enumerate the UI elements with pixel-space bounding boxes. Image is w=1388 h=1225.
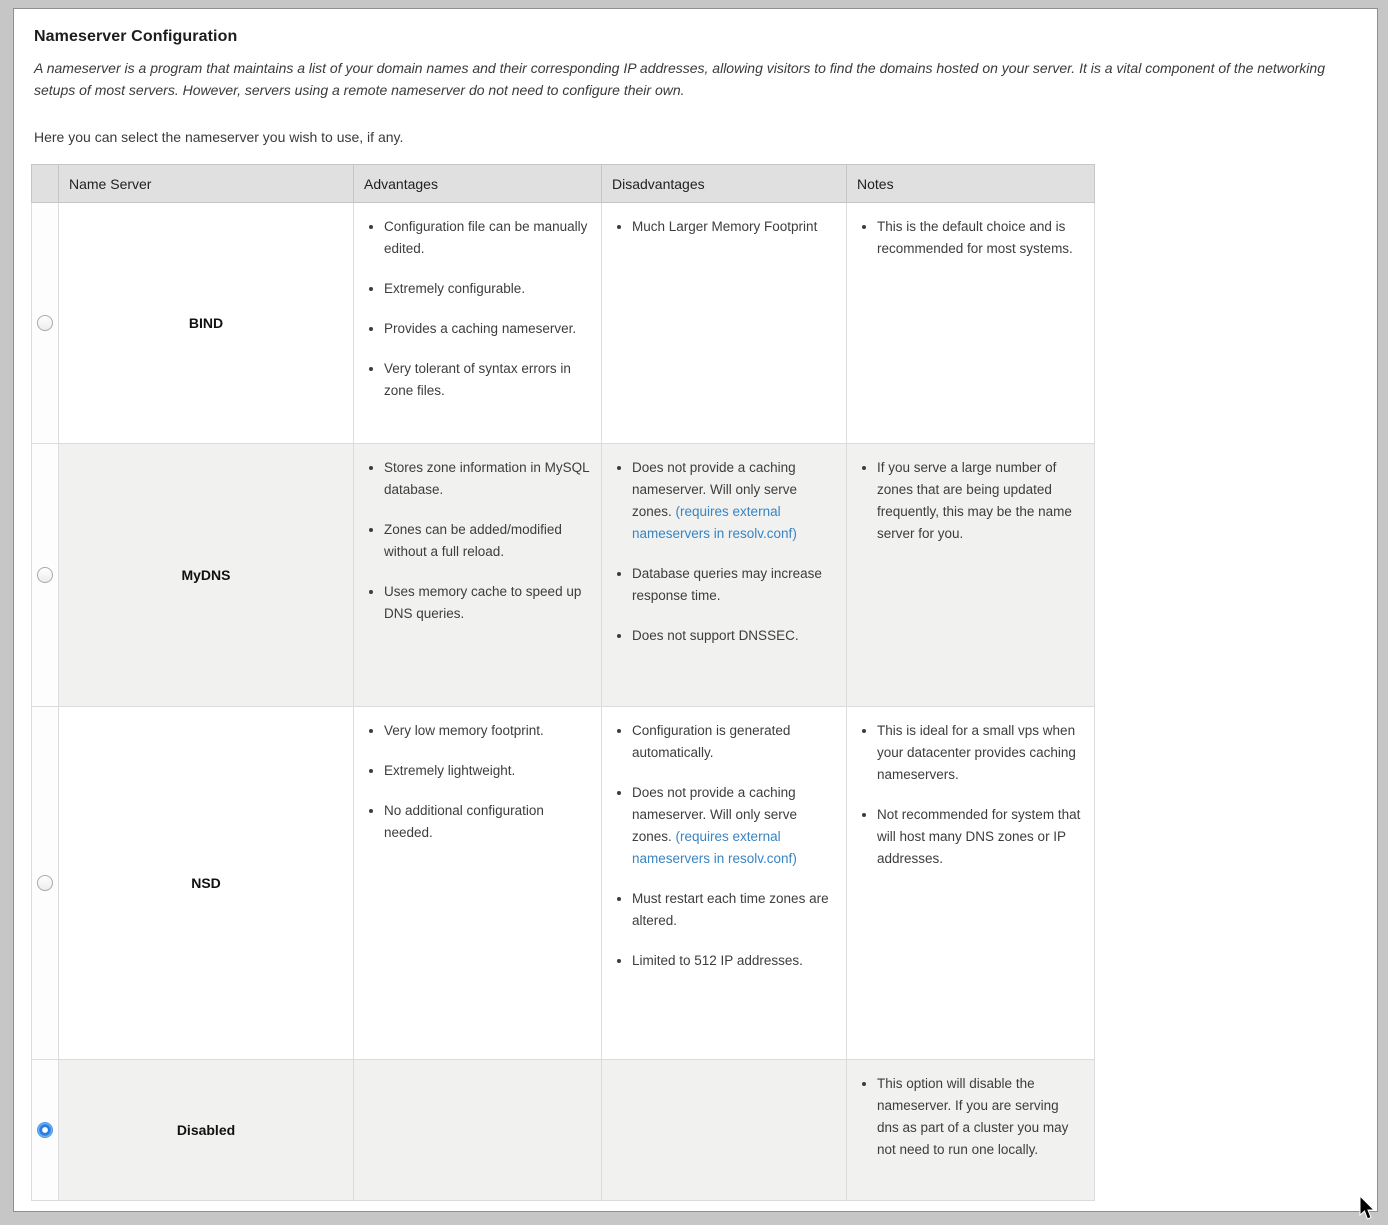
header-advantages: Advantages (354, 165, 602, 203)
nameserver-radio-nsd[interactable] (37, 875, 53, 891)
resolv-conf-link[interactable]: (requires external nameservers in resolv.conf) (632, 829, 797, 866)
bullet-item: • No additional configuration needed. (384, 800, 591, 844)
bullet-item: • Extremely configurable. (384, 278, 591, 300)
disadvantages-list (602, 444, 846, 675)
notes-cell-mydns (847, 444, 1095, 707)
bullet-item: • If you serve a large number of zones that are being updated frequently, this may be the name server for you. (877, 457, 1084, 545)
page-title: Nameserver Configuration (34, 28, 238, 45)
nameserver-radio-mydns[interactable] (37, 567, 53, 583)
notes-list (847, 203, 1094, 288)
table-row-mydns (32, 444, 1095, 707)
intro-text: A nameserver is a program that maintains a list of your domain names and their corresponding IP addresses, allowing visitors to find the domains hosted on your server. It is a vital component of the networking setups of most servers. However, servers using a remote nameserver do not need to configure their own. (34, 60, 1325, 98)
nameserver-table (31, 164, 1095, 1201)
bullet-item: • Not recommended for system that will host many DNS zones or IP addresses. (877, 804, 1084, 870)
advantages-cell-bind (354, 203, 602, 444)
bullet-item: • This option will disable the nameserver. If you are serving dns as part of a cluster you may not need to run one locally. (877, 1073, 1084, 1161)
nameserver-name-nsd: NSD (59, 707, 354, 1060)
content-panel (13, 8, 1378, 1212)
bullet-item: • Much Larger Memory Footprint (632, 216, 836, 238)
notes-cell-nsd (847, 707, 1095, 1060)
radio-cell-nsd (32, 707, 59, 1060)
table-row-bind (32, 203, 1095, 444)
disadvantages-cell-bind (602, 203, 847, 444)
nameserver-name-bind: BIND (59, 203, 354, 444)
bullet-item: • Database queries may increase response time. (632, 563, 836, 607)
bullet-item: • This is the default choice and is recommended for most systems. (877, 216, 1084, 260)
bullet-item: • Very low memory footprint. (384, 720, 591, 742)
advantages-list (354, 444, 601, 653)
bullet-item: • Very tolerant of syntax errors in zone files. (384, 358, 591, 402)
header-disadvantages: Disadvantages (602, 165, 847, 203)
notes-cell-disabled (847, 1060, 1095, 1201)
advantages-list (354, 707, 601, 872)
notes-list (847, 707, 1094, 898)
bullet-item: • Uses memory cache to speed up DNS queries. (384, 581, 591, 625)
header-radio-column (32, 165, 59, 203)
bullet-item: • Must restart each time zones are altered. (632, 888, 836, 932)
bullet-item: • Does not provide a caching nameserver. Will only serve zones. (requires external nameservers in resolv.conf) (632, 782, 836, 870)
nameserver-radio-disabled[interactable] (37, 1122, 53, 1138)
bullet-item: • This is ideal for a small vps when your datacenter provides caching nameservers. (877, 720, 1084, 786)
bullet-item: • Stores zone information in MySQL database. (384, 457, 591, 501)
header-notes: Notes (847, 165, 1095, 203)
table-header-row (32, 165, 1095, 203)
radio-cell-disabled (32, 1060, 59, 1201)
bullet-item: • Does not provide a caching nameserver. Will only serve zones. (requires external nameservers in resolv.conf) (632, 457, 836, 545)
nameserver-name-disabled: Disabled (59, 1060, 354, 1201)
resolv-conf-link[interactable]: (requires external nameservers in resolv.conf) (632, 504, 797, 541)
advantages-cell-mydns (354, 444, 602, 707)
disadvantages-list (602, 707, 846, 1000)
nameserver-radio-bind[interactable] (37, 315, 53, 331)
radio-cell-mydns (32, 444, 59, 707)
bullet-item: • Does not support DNSSEC. (632, 625, 836, 647)
advantages-list (354, 203, 601, 430)
nameserver-name-mydns: MyDNS (59, 444, 354, 707)
disadvantages-cell-disabled (602, 1060, 847, 1201)
disadvantages-cell-nsd (602, 707, 847, 1060)
advantages-cell-disabled (354, 1060, 602, 1201)
instruction-text: Here you can select the nameserver you wish to use, if any. (34, 129, 404, 145)
bullet-item: • Configuration is generated automatically. (632, 720, 836, 764)
table-row-nsd (32, 707, 1095, 1060)
bullet-item: • Zones can be added/modified without a full reload. (384, 519, 591, 563)
radio-cell-bind (32, 203, 59, 444)
disadvantages-cell-mydns (602, 444, 847, 707)
bullet-item: • Provides a caching nameserver. (384, 318, 591, 340)
notes-list (847, 1060, 1094, 1189)
bullet-item: • Configuration file can be manually edited. (384, 216, 591, 260)
bullet-item: • Limited to 512 IP addresses. (632, 950, 836, 972)
bullet-item: • Extremely lightweight. (384, 760, 591, 782)
nameserver-table-body (32, 203, 1095, 1201)
header-name-server: Name Server (59, 165, 354, 203)
notes-cell-bind (847, 203, 1095, 444)
table-row-disabled (32, 1060, 1095, 1201)
disadvantages-list (602, 203, 846, 266)
advantages-cell-nsd (354, 707, 602, 1060)
notes-list (847, 444, 1094, 573)
